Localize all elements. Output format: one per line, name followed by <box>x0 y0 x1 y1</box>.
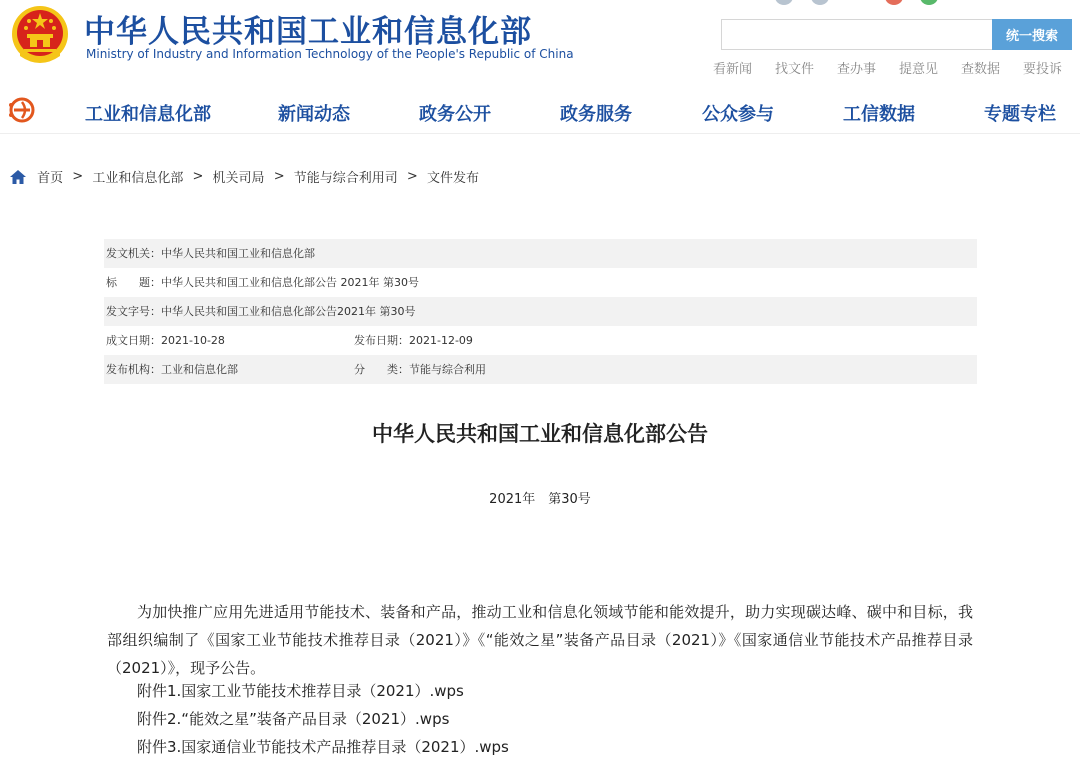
meta-issuer: 发文机关：中华人民共和国工业和信息化部 <box>106 247 315 260</box>
breadcrumb <box>10 167 479 185</box>
top-icon-row <box>775 0 975 5</box>
attachment-link[interactable]: 附件1.国家工业节能技术推荐目录（2021）.wps <box>137 682 464 700</box>
breadcrumb-separator: > <box>273 169 285 184</box>
meta-row <box>104 326 977 355</box>
main-nav <box>0 90 1080 134</box>
meta-row <box>104 355 977 384</box>
nav-item-news[interactable]: 新闻动态 <box>278 104 350 125</box>
nav-item-ministry[interactable]: 工业和信息化部 <box>85 104 211 125</box>
site-header <box>0 0 1080 80</box>
meta-title: 标 题：中华人民共和国工业和信息化部公告 2021年 第30号 <box>106 276 419 289</box>
home-icon[interactable] <box>10 170 26 184</box>
quick-links <box>712 58 1072 76</box>
attachment-list <box>137 677 837 761</box>
nav-item-gov-services[interactable]: 政务服务 <box>560 104 632 125</box>
quick-link-files[interactable]: 找文件 <box>775 62 815 77</box>
breadcrumb-separator: > <box>406 169 418 184</box>
meta-created-date: 成文日期：2021-10-28 <box>106 334 225 347</box>
meta-category: 分 类：节能与综合利用 <box>354 363 486 376</box>
attachment-link[interactable]: 附件3.国家通信业节能技术产品推荐目录（2021）.wps <box>137 738 509 756</box>
ministry-logo-icon[interactable] <box>8 96 36 124</box>
breadcrumb-energy-dept[interactable]: 节能与综合利用司 <box>293 171 398 186</box>
breadcrumb-departments[interactable]: 机关司局 <box>212 171 265 186</box>
breadcrumb-ministry[interactable]: 工业和信息化部 <box>92 171 184 186</box>
quick-link-data[interactable]: 查数据 <box>961 62 1001 77</box>
search-input[interactable] <box>721 19 993 50</box>
document-number: 2021年 第30号 <box>489 492 591 507</box>
attachment-link[interactable]: 附件2.“能效之星”装备产品目录（2021）.wps <box>137 710 450 728</box>
meta-published-date: 发布日期：2021-12-09 <box>354 334 473 347</box>
breadcrumb-separator: > <box>72 169 84 184</box>
quick-link-feedback[interactable]: 提意见 <box>899 62 939 77</box>
site-title: 中华人民共和国工业和信息化部 <box>84 14 532 50</box>
breadcrumb-documents[interactable]: 文件发布 <box>426 171 479 186</box>
red-circle-icon[interactable] <box>885 0 903 5</box>
meta-row <box>104 297 977 326</box>
nav-item-gov-affairs[interactable]: 政务公开 <box>419 104 491 125</box>
search-button[interactable]: 统一搜索 <box>992 19 1072 50</box>
meta-row <box>104 239 977 268</box>
national-emblem-icon[interactable] <box>10 4 70 66</box>
meta-row <box>104 268 977 297</box>
quick-link-complaint[interactable]: 要投诉 <box>1023 62 1063 77</box>
breadcrumb-home[interactable]: 首页 <box>37 171 64 186</box>
document-meta-table <box>104 239 977 384</box>
site-subtitle: Ministry of Industry and Information Technology of the People's Republic of China <box>86 47 574 61</box>
quick-link-services[interactable]: 查办事 <box>837 62 877 77</box>
nav-item-data[interactable]: 工信数据 <box>843 104 915 125</box>
nav-item-public[interactable]: 公众参与 <box>702 104 774 125</box>
breadcrumb-separator: > <box>192 169 204 184</box>
document-title: 中华人民共和国工业和信息化部公告 <box>372 422 708 446</box>
green-circle-icon[interactable] <box>920 0 938 5</box>
document-body: 为加快推广应用先进适用节能技术、装备和产品，推动工业和信息化领域节能和能效提升，助力实现碳达峰、碳中和目标，我部组织编制了《国家工业节能技术推荐目录（2021）》《“能效之星”装备产品目录（2021）》《国家通信业节能技术产品推荐目录（2021）》，现予公告。 <box>107 603 973 677</box>
meta-publisher: 发布机构：工业和信息化部 <box>106 363 238 376</box>
quick-link-news[interactable]: 看新闻 <box>713 62 753 77</box>
nav-item-topics[interactable]: 专题专栏 <box>984 104 1056 125</box>
meta-doc-number: 发文字号：中华人民共和国工业和信息化部公告2021年 第30号 <box>106 305 416 318</box>
gray-circle-icon[interactable] <box>775 0 793 5</box>
gray-circle-icon[interactable] <box>811 0 829 5</box>
